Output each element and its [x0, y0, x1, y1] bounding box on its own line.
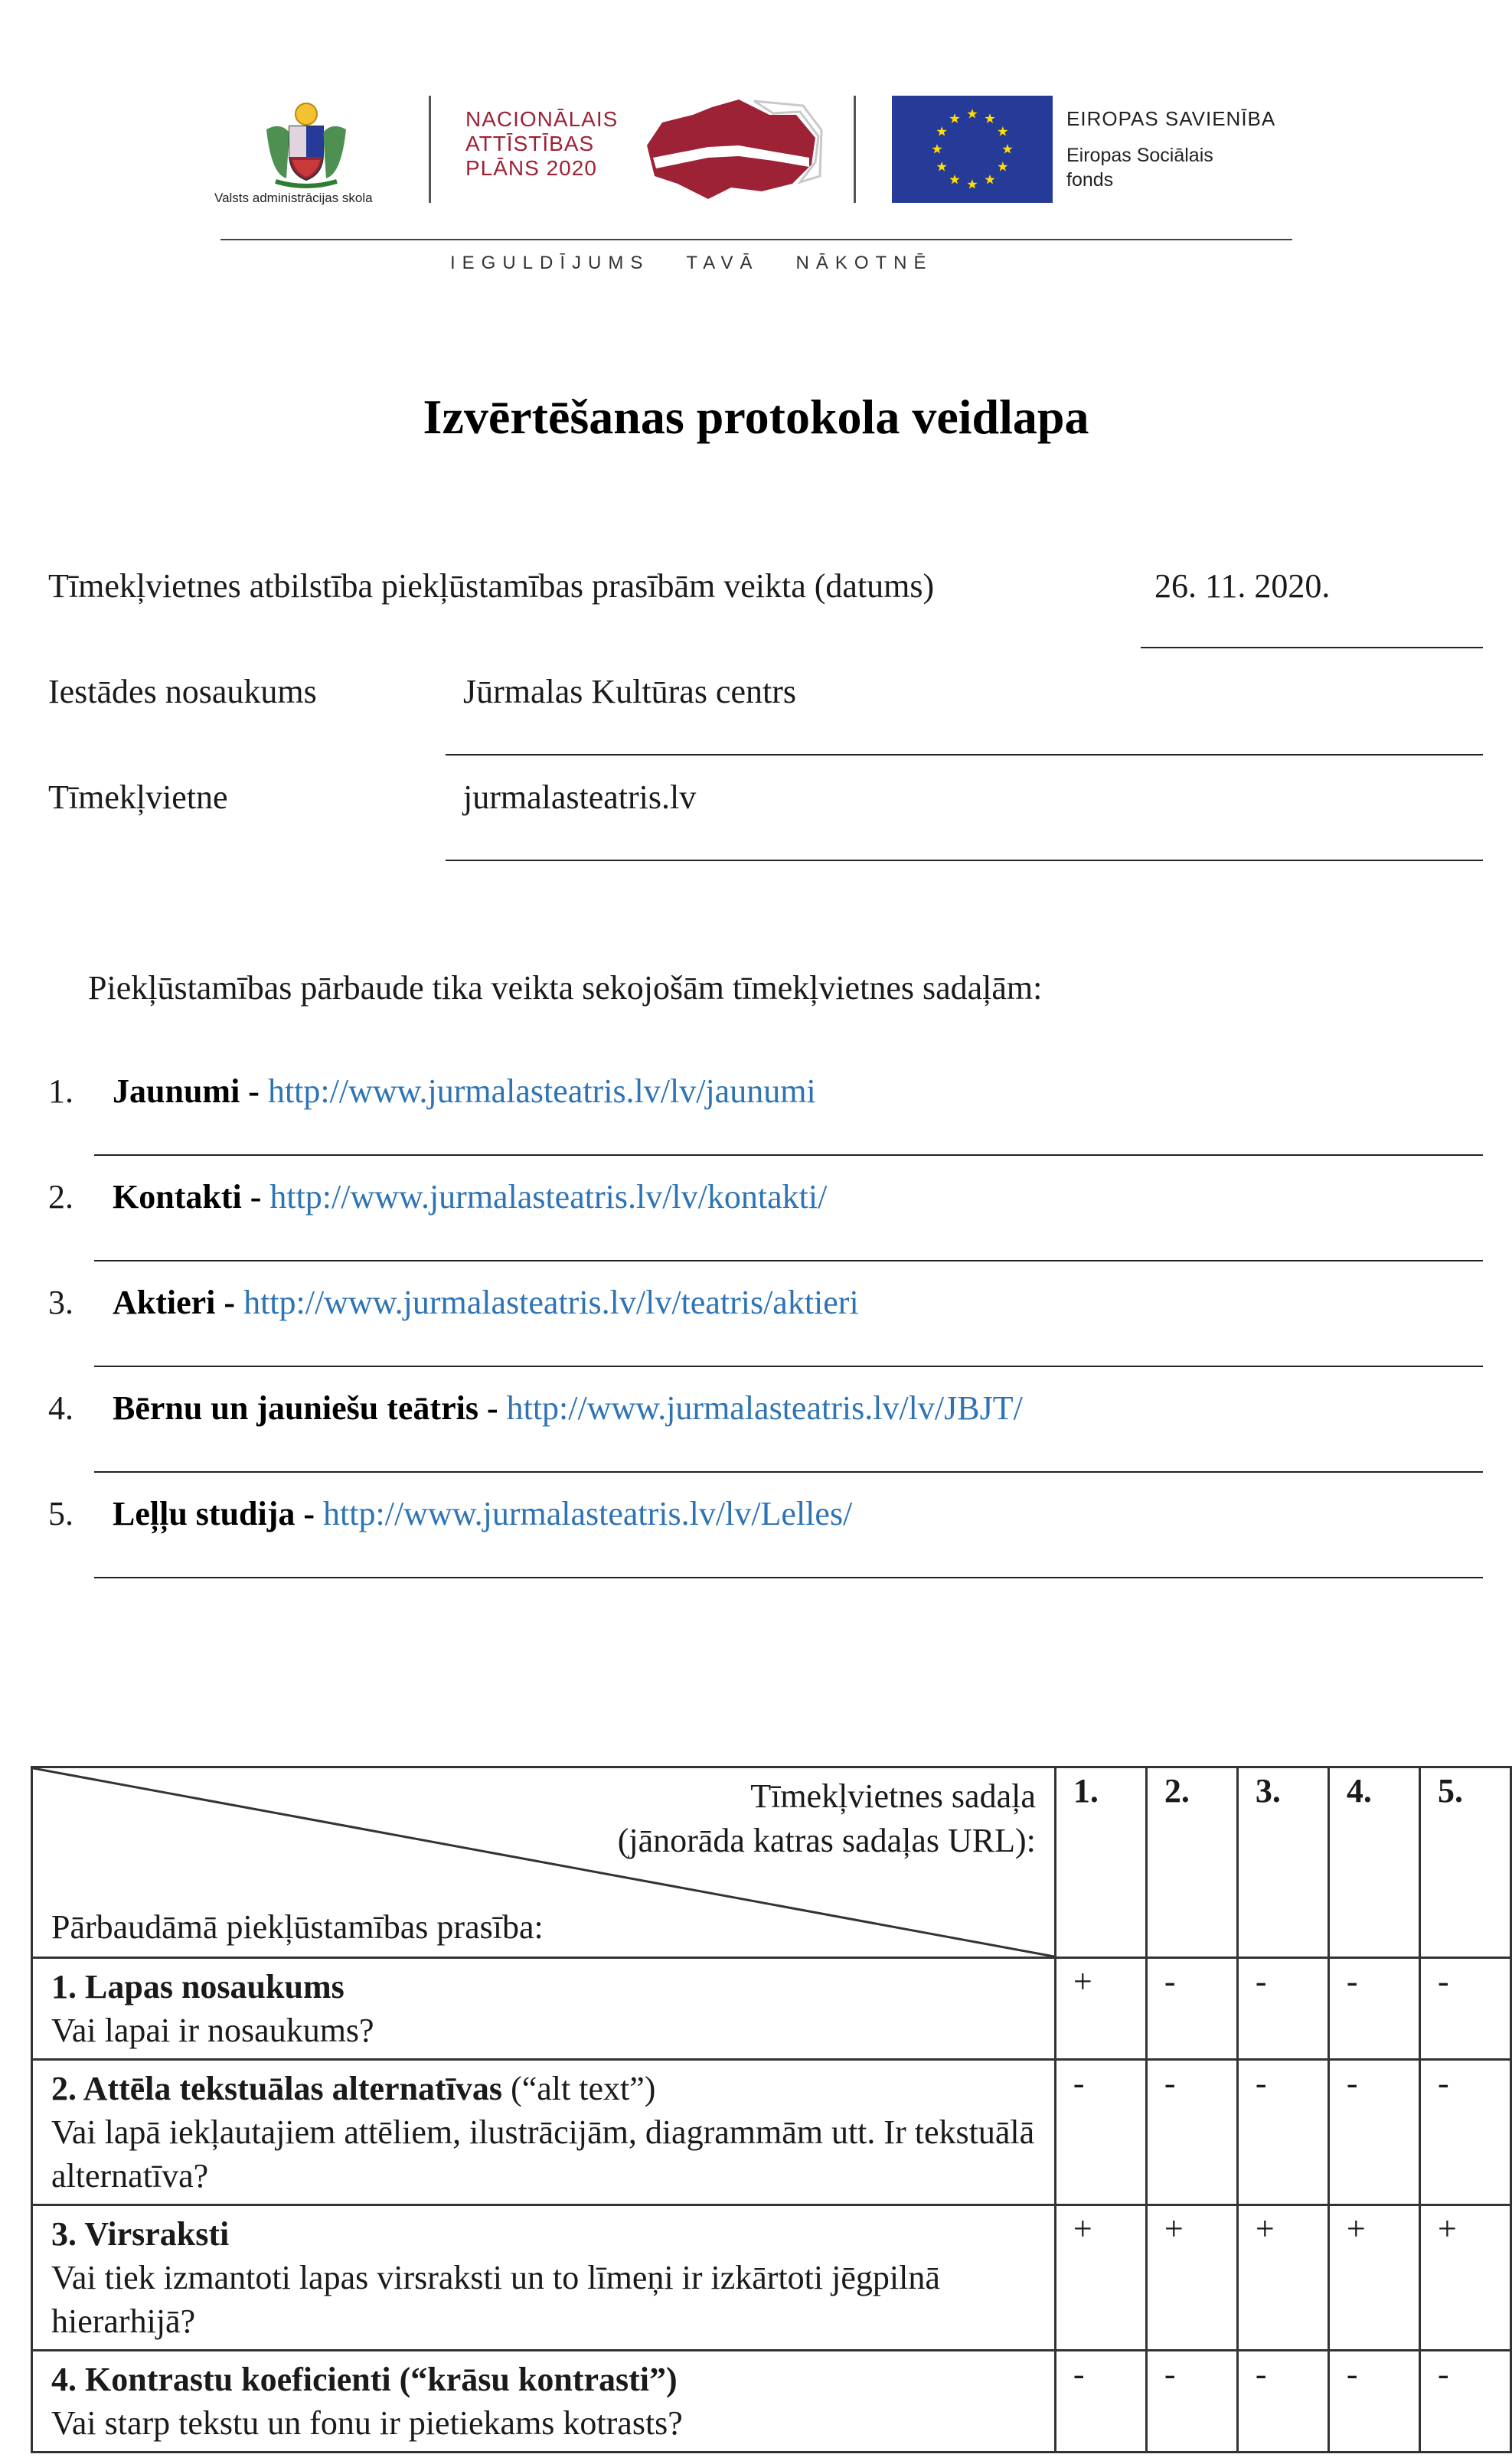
- list-item: Aktieri - http://www.jurmalasteatris.lv/lv/teatris/aktieri: [113, 1284, 859, 1321]
- criterion-cell: [32, 2205, 1056, 2351]
- motto-word: TAVĀ: [686, 253, 759, 273]
- motto-word: NĀKOTNĒ: [795, 253, 933, 273]
- result-cell: -: [1055, 2060, 1146, 2205]
- esf-logo-text: [1066, 107, 1275, 192]
- table-row: [32, 1958, 1511, 2060]
- section-underline: [94, 1471, 1483, 1473]
- section-underline: [94, 1154, 1483, 1156]
- vas-logo: [214, 96, 406, 211]
- logo-separator: [429, 96, 431, 203]
- page-title: Izvērtēšanas protokola veidlapa: [423, 390, 1089, 444]
- criterion-question: Vai lapai ir nosaukums?: [51, 2012, 374, 2049]
- nap-logo-text: [465, 107, 618, 181]
- section-name: Aktieri: [113, 1284, 216, 1321]
- result-cell: -: [1237, 2060, 1328, 2205]
- motto: [450, 253, 970, 274]
- criterion-cell: [32, 2351, 1056, 2453]
- date-label: Tīmekļvietnes atbilstība piekļūstamības prasībām veikta (datums): [48, 567, 935, 605]
- logo-separator: [854, 96, 856, 203]
- result-cell: +: [1055, 1958, 1146, 2060]
- institution-label: Iestādes nosaukums: [48, 673, 317, 710]
- coat-of-arms-icon: [259, 99, 354, 191]
- list-item: Leļļu studija - http://www.jurmalasteatris.lv/lv/Lelles/: [113, 1495, 853, 1532]
- column-header: 3.: [1237, 1767, 1328, 1958]
- criterion-title: 4. Kontrastu koeficienti (“krāsu kontrasti”): [51, 2361, 678, 2398]
- table-row: [32, 2351, 1511, 2453]
- result-cell: -: [1419, 2060, 1510, 2205]
- website-underline: [446, 860, 1483, 861]
- result-cell: +: [1419, 2205, 1510, 2351]
- result-cell: -: [1237, 1958, 1328, 2060]
- section-underline: [94, 1366, 1483, 1367]
- section-link[interactable]: http://www.jurmalasteatris.lv/lv/kontakti/: [269, 1178, 828, 1216]
- esf-line: Eiropas Sociālais: [1066, 145, 1213, 166]
- header-rule: [220, 239, 1292, 240]
- result-cell: +: [1328, 2205, 1419, 2351]
- criterion-title: 3. Virsraksti: [51, 2215, 230, 2253]
- criterion-cell: [32, 2060, 1056, 2205]
- section-link[interactable]: http://www.jurmalasteatris.lv/lv/teatris/aktieri: [243, 1284, 859, 1321]
- list-item: Bērnu un jauniešu teātris - http://www.jurmalasteatris.lv/lv/JBJT/: [113, 1389, 1023, 1427]
- table-header-row: [32, 1767, 1511, 1958]
- table-row: [32, 2205, 1511, 2351]
- section-underline: [94, 1260, 1483, 1261]
- list-item: Kontakti - http://www.jurmalasteatris.lv/lv/kontakti/: [113, 1178, 828, 1216]
- criterion-cell: [32, 1958, 1056, 2060]
- section-link[interactable]: http://www.jurmalasteatris.lv/lv/Lelles/: [323, 1495, 853, 1532]
- column-header: 1.: [1055, 1767, 1146, 1958]
- requirements-table: [31, 1766, 1512, 2453]
- institution-underline: [446, 754, 1483, 756]
- result-cell: -: [1237, 2351, 1328, 2453]
- section-name: Leļļu studija: [113, 1495, 296, 1532]
- criterion-question: Vai tiek izmantoti lapas virsraksti un to līmeņi ir izkārtoti jēgpilnā hierarhijā?: [51, 2259, 940, 2340]
- nap-line: ATTĪSTĪBAS: [465, 132, 595, 155]
- section-number: 1.: [48, 1072, 73, 1110]
- date-value: 26. 11. 2020.: [1154, 567, 1331, 605]
- diagonal-header-cell: [32, 1767, 1056, 1958]
- criterion-title-suffix: (“alt text”): [502, 2070, 656, 2107]
- section-header-label: [618, 1774, 1036, 1863]
- criterion-question: Vai starp tekstu un fonu ir pietiekams kotrasts?: [51, 2404, 683, 2442]
- result-cell: -: [1055, 2351, 1146, 2453]
- section-link[interactable]: http://www.jurmalasteatris.lv/lv/jaunumi: [267, 1072, 816, 1110]
- section-underline: [94, 1577, 1483, 1578]
- eu-flag-icon: [892, 96, 1053, 203]
- eu-name: EIROPAS SAVIENĪBA: [1066, 107, 1276, 130]
- column-header: 2.: [1146, 1767, 1237, 1958]
- column-header: 4.: [1328, 1767, 1419, 1958]
- result-cell: -: [1328, 2060, 1419, 2205]
- result-cell: -: [1146, 1958, 1237, 2060]
- result-cell: -: [1419, 1958, 1510, 2060]
- criterion-title: 1. Lapas nosaukums: [51, 1968, 345, 2005]
- institution-value: Jūrmalas Kultūras centrs: [463, 673, 796, 710]
- section-number: 2.: [48, 1178, 73, 1216]
- section-number: 4.: [48, 1389, 73, 1427]
- section-name: Jaunumi: [113, 1072, 240, 1110]
- section-header-line: Tīmekļvietnes sadaļa: [750, 1777, 1036, 1815]
- result-cell: -: [1328, 1958, 1419, 2060]
- criterion-title: 2. Attēla tekstuālas alternatīvas: [51, 2070, 503, 2107]
- result-cell: +: [1237, 2205, 1328, 2351]
- result-cell: -: [1146, 2351, 1237, 2453]
- result-cell: +: [1146, 2205, 1237, 2351]
- table-row: [32, 2060, 1511, 2205]
- website-label: Tīmekļvietne: [48, 778, 228, 816]
- latvia-map-icon: [639, 92, 823, 207]
- result-cell: -: [1419, 2351, 1510, 2453]
- website-value: jurmalasteatris.lv: [463, 778, 697, 816]
- section-link[interactable]: http://www.jurmalasteatris.lv/lv/JBJT/: [506, 1389, 1023, 1427]
- criterion-question: Vai lapā iekļautajiem attēliem, ilustrācijām, diagrammām utt. Ir tekstuālā alternatīva?: [51, 2113, 1035, 2195]
- result-cell: +: [1055, 2205, 1146, 2351]
- list-item: Jaunumi - http://www.jurmalasteatris.lv/lv/jaunumi: [113, 1072, 816, 1110]
- section-name: Kontakti: [113, 1178, 242, 1216]
- column-header: 5.: [1419, 1767, 1510, 1958]
- section-number: 3.: [48, 1284, 73, 1321]
- sections-intro: Piekļūstamības pārbaude tika veikta sekojošām tīmekļvietnes sadaļām:: [88, 969, 1043, 1007]
- vas-name: Valsts administrācijas skola: [214, 191, 373, 205]
- esf-line: fonds: [1066, 169, 1114, 191]
- section-name: Bērnu un jauniešu teātris: [113, 1389, 478, 1427]
- result-cell: -: [1146, 2060, 1237, 2205]
- nap-line: PLĀNS 2020: [465, 156, 597, 180]
- date-underline: [1141, 647, 1483, 648]
- motto-word: IEGULDĪJUMS: [450, 253, 650, 273]
- requirement-header-label: Pārbaudāmā piekļūstamības prasība:: [51, 1908, 544, 1946]
- result-cell: -: [1328, 2351, 1419, 2453]
- nap-line: NACIONĀLAIS: [465, 107, 619, 131]
- section-header-line: (jānorāda katras sadaļas URL):: [617, 1822, 1036, 1859]
- section-number: 5.: [48, 1495, 73, 1532]
